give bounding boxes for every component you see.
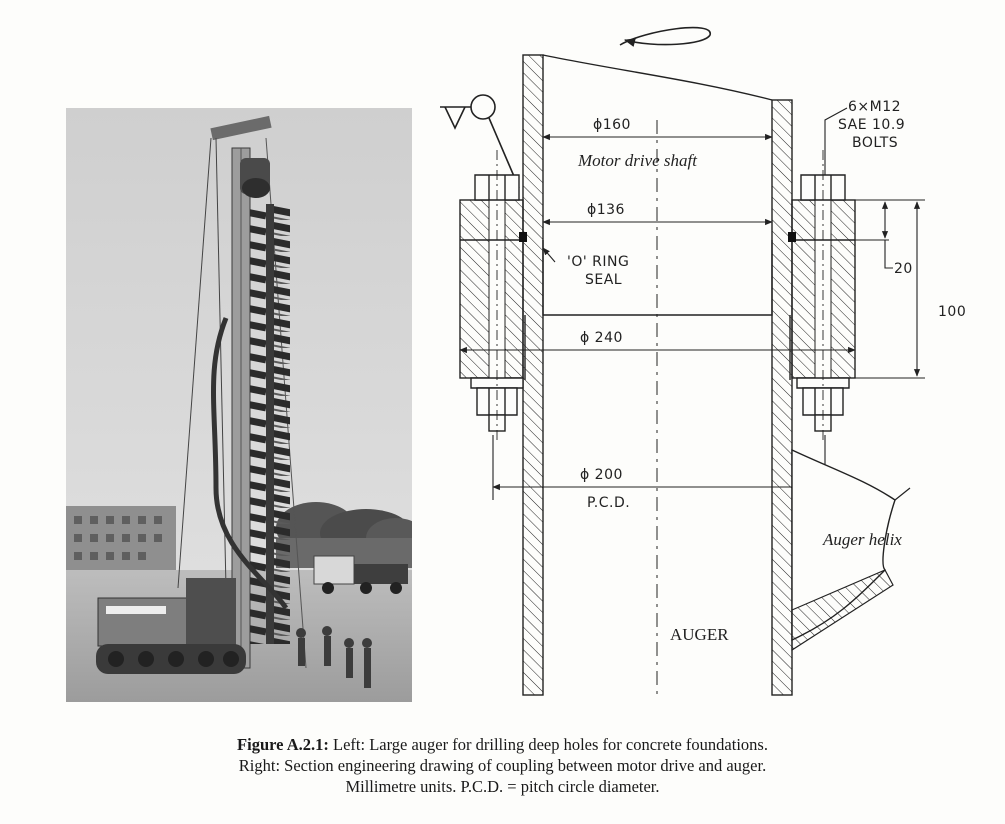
auger-screw [250, 204, 290, 644]
label-auger: AUGER [670, 625, 729, 644]
figure-caption [0, 734, 1005, 797]
label-motor-drive-shaft: Motor drive shaft [578, 151, 697, 170]
coupling-section-drawing [415, 10, 1005, 700]
label-o-ring: 'O' RING [567, 254, 630, 270]
label-auger-helix: Auger helix [823, 530, 902, 549]
label-bolts-line3: BOLTS [852, 135, 899, 151]
label-bolts-line1: 6×M12 [848, 99, 902, 115]
caption-line-1 [0, 734, 1005, 755]
o-ring-left [519, 232, 527, 242]
label-d200: ϕ 200 [580, 467, 623, 483]
rotation-arrow [620, 28, 710, 45]
label-dim100: 100 [938, 304, 967, 320]
label-bolts-line2: SAE 10.9 [838, 117, 906, 133]
label-d136: ϕ136 [587, 202, 625, 218]
left-flange [460, 200, 523, 378]
label-d160: ϕ160 [593, 117, 631, 133]
label-pcd: P.C.D. [587, 495, 631, 511]
o-ring-right [788, 232, 796, 242]
auger-rig-photo [66, 108, 412, 702]
caption-line-1-text: Left: Large auger for drilling deep holes for concrete foundations. [328, 735, 768, 754]
weld-symbol [440, 95, 519, 188]
figure-label: Figure A.2.1: [237, 735, 329, 754]
right-flange [792, 200, 855, 378]
label-d240: ϕ 240 [580, 330, 623, 346]
label-dim20: 20 [894, 261, 913, 277]
label-seal: SEAL [585, 272, 623, 288]
auger-helix [792, 450, 910, 650]
caption-line-3: Millimetre units. P.C.D. = pitch circle diameter. [345, 777, 660, 796]
caption-line-2: Right: Section engineering drawing of coupling between motor drive and auger. [238, 756, 767, 775]
